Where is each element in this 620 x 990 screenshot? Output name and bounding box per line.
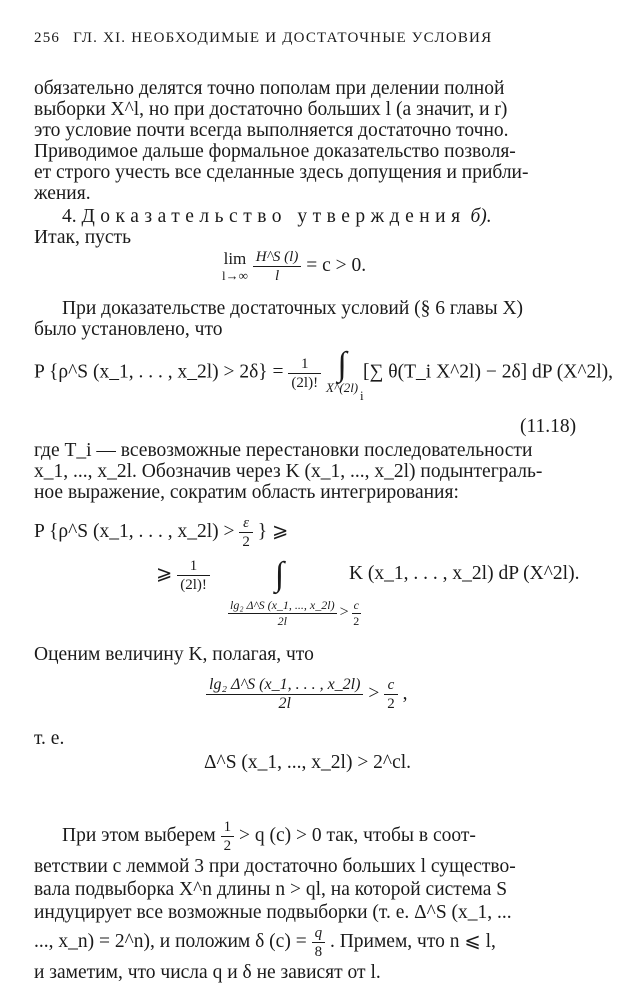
text-line: Оценим величину K, полагая, что [34,644,314,665]
formula-limit [222,248,366,285]
running-title: ГЛ. XI. НЕОБХОДИМЫЕ И ДОСТАТОЧНЫЕ УСЛОВИЯ [73,30,493,46]
text-line: где T_i — всевозможные перестановки последовательности [34,440,533,461]
paragraph-3 [34,298,586,340]
formula-condition: $\frac{\text{lg₂ Δ\textasciicircum{}S (x\_1, . . . , x\_2l)}}{2l}$ > $\frac{c}{2}$ , [206,676,407,713]
formula-estimate-line-1: P {ρ^S (x_1, . . . , x_2l) > $\frac{\varepsilon}{2}$ } ⩾ [34,515,289,550]
text-line: При этом выберем $\frac{1}{2}$ > q (c) > 0 так, чтобы в соот- [62,819,476,854]
text-line: ветствии с леммой 3 при достаточно больших l существо- [34,856,516,877]
formula-delta-bound: Δ^S (x_1, ..., x_2l) > 2^cl. [204,752,412,773]
text-line: Приводимое дальше формальное доказательство позволя- [34,141,516,162]
text-line: было установлено, что [34,319,223,340]
limit-result: = c > 0. [306,254,367,276]
paragraph-2 [34,206,586,248]
epsilon-fraction: $\frac{\varepsilon}{2}$ [239,514,253,551]
formula-estimate-line-2: ⩾ $\frac{1}{(2l)!}$ ∫ K (x_1, . . . , x_2l) dP (X^2l). [156,556,580,593]
formula-11-18 [34,346,614,396]
integral-sign: ∫ [274,556,285,593]
proof-heading: Доказательство утверждения [81,206,466,227]
page-number: 256 [34,30,61,46]
text-line: При доказательстве достаточных условий (§ 6 главы X) [62,298,524,319]
text-line: выборки X^l, но при достаточно больших l (а значит, и r) [34,99,508,120]
text-line: ..., x_n) = 2^n), и положим δ (c) = $\frac{q}{8}$ . Примем, что n ⩽ l, [34,925,496,960]
text-line: индуцирует все возможные подвыборки (т. е. Δ^S (x_1, ... [34,902,512,923]
running-header [34,30,594,47]
paragraph-5 [34,644,586,665]
item-number: 4. [62,206,77,227]
statement-label: б). [470,206,492,227]
paragraph-7 [34,818,586,984]
text-line: Итак, пусть [34,227,131,248]
text-line: жения. [34,183,91,204]
text-line: вала подвыборка X^n длины n > ql, на которой система S [34,879,508,900]
integration-condition: $\frac{\text{lg₂ Δ\textasciicircum{}S (x\_1, ..., x\_2l)}}{2l}$ > $\frac{c}{2}$ [230,598,360,628]
text-line: т. е. [34,728,65,749]
equation-number: (11.18) [520,416,577,437]
paragraph-4 [34,440,586,503]
sum-index: i [360,388,364,403]
integrand: [∑ θ(T_i X^2l) − 2δ] dP (X^2l), [363,361,614,383]
paragraph-6 [34,728,586,749]
factorial-fraction: $\frac{1}{(2l)!}$ [177,557,210,594]
text-line: это условие почти всегда выполняется достаточно точно. [34,120,509,141]
integral-sign: ∫ X^(2l) [325,346,359,395]
limit-operator: lim l→∞ [222,248,248,283]
integrand: K (x_1, . . . , x_2l) dP (X^2l). [348,563,580,585]
factorial-fraction: $\frac{1}{(2l)!}$ [288,355,321,392]
paragraph-1 [34,78,586,204]
text-line: ное выражение, сократим область интегрирования: [34,482,459,503]
section-heading-line [34,206,586,227]
text-line: обязательно делятся точно пополам при делении полной [34,78,505,99]
text-line: x_1, ..., x_2l. Обозначив через K (x_1, ..., x_2l) подынтеграль- [34,461,543,482]
limit-fraction: $\frac{H\^{}S (l)}{l}$ [253,248,302,285]
probability-lhs: P {ρ^S (x_1, . . . , x_2l) > 2δ} = [34,361,284,383]
text-line: ет строго учесть все сделанные здесь допущения и прибли- [34,162,529,183]
text-line: и заметим, что числа q и δ не зависят от l. [34,962,381,983]
